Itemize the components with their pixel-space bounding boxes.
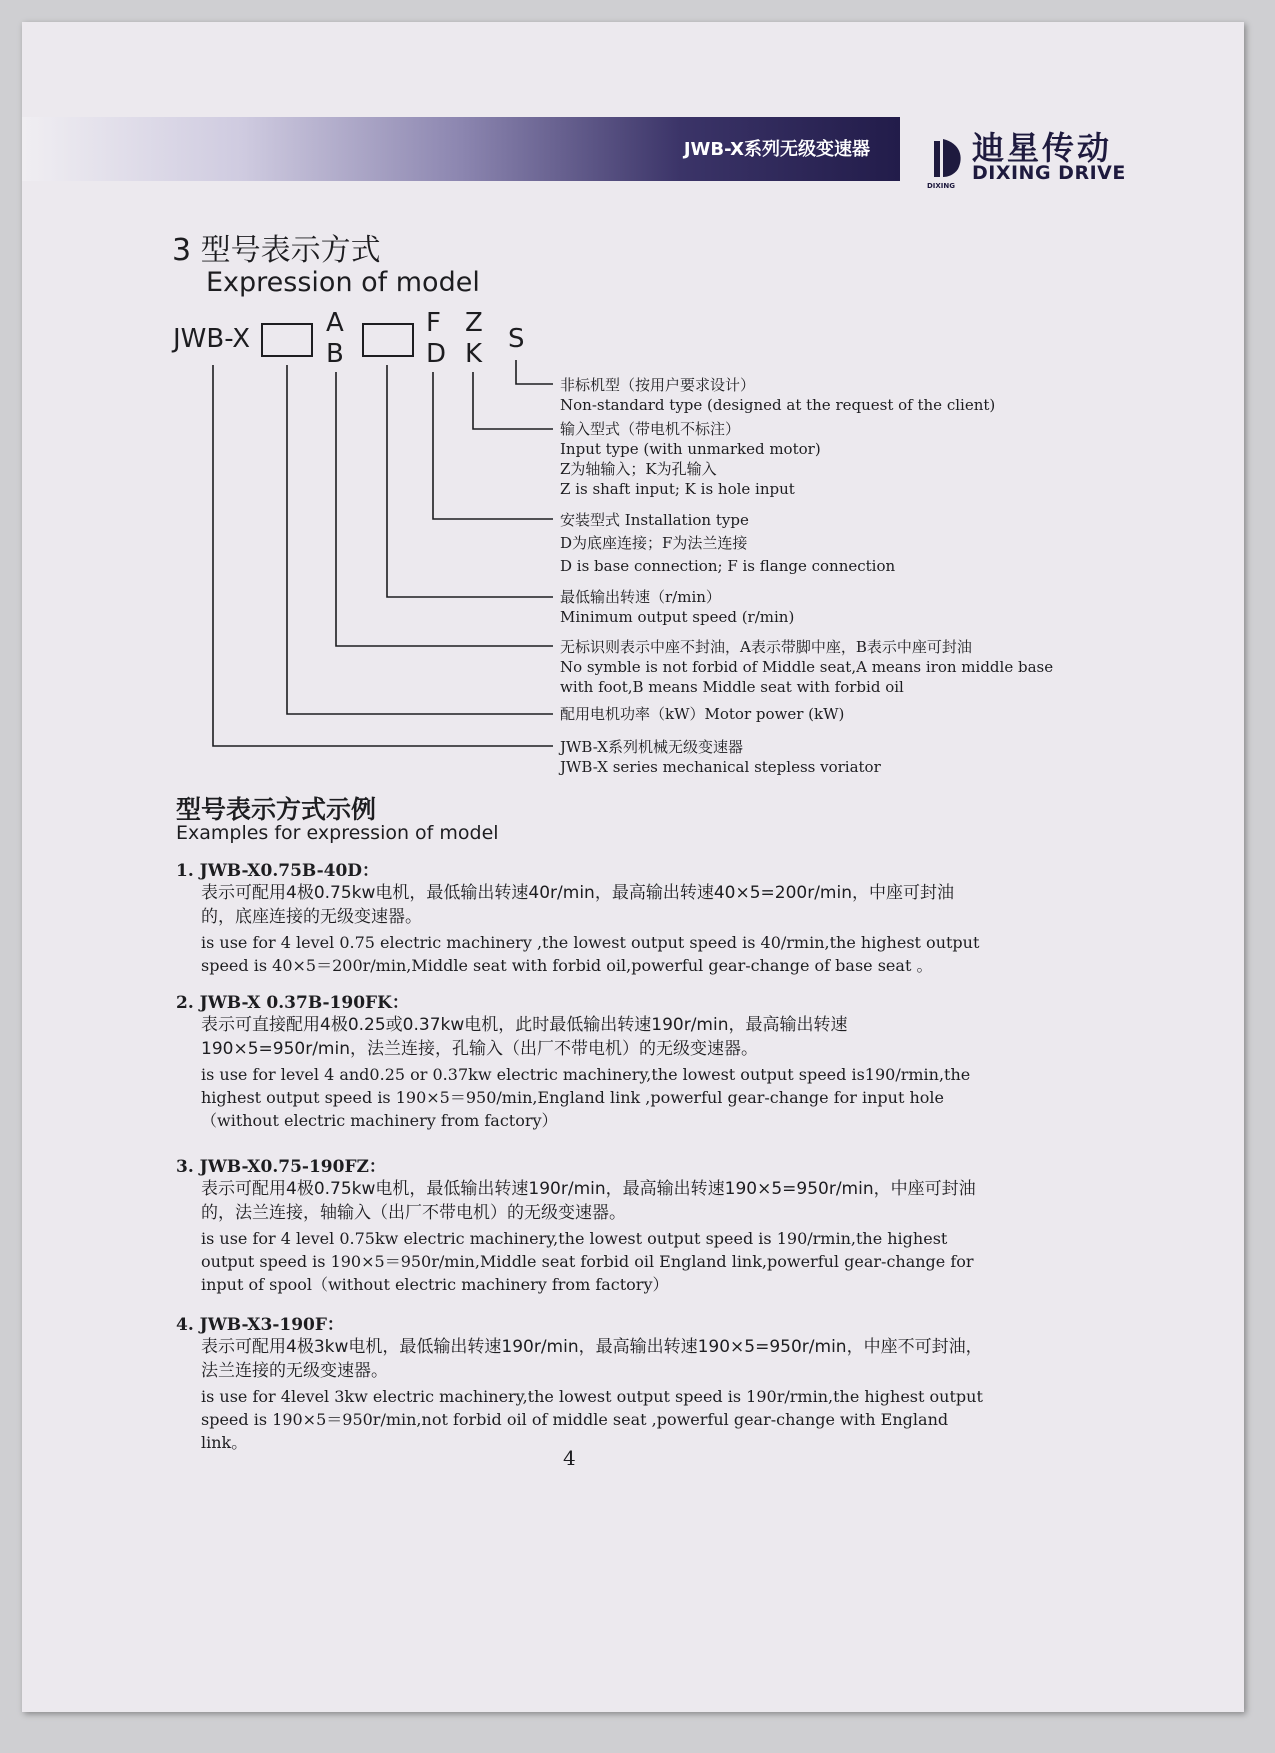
example-2-head: 2. JWB-X 0.37B-190FK： [176, 993, 409, 1013]
example-3-head: 3. JWB-X0.75-190FZ： [176, 1157, 386, 1177]
page-number: 4 [563, 1446, 576, 1470]
example-1 [176, 856, 984, 977]
logo-en-text: DIXING DRIVE [972, 162, 1126, 184]
example-3 [176, 1152, 984, 1296]
example-3-cn: 表示可配用4极0.75kw电机，最低输出转速190r/min，最高输出转速190×5=950r/min，中座可封油的，法兰连接，轴输入（出厂不带电机）的无级变速器。 [201, 1179, 976, 1223]
code-letter-s: S [508, 324, 525, 354]
example-4 [176, 1310, 984, 1454]
example-4-cn: 表示可配用4极3kw电机，最低输出转速190r/min，最高输出转速190×5=950r/min，中座不可封油，法兰连接的无级变速器。 [201, 1337, 983, 1381]
leader-s [516, 360, 553, 384]
code-letter-d: D [426, 339, 447, 369]
example-1-en: is use for 4 level 0.75 electric machinery ,the lowest output speed is 40/rmin,the highest output speed is 40×5＝200r/min,Middle seat with forbid oil,powerful gear-change of base seat 。 [201, 933, 980, 975]
code-letter-a: A [326, 308, 344, 338]
leader-ab [336, 372, 553, 646]
legend-installation: 安装型式 Installation type D为底座连接；F为法兰连接 D is base connection; F is flange connection [560, 511, 896, 575]
leader-fd [433, 372, 553, 519]
examples-title: 型号表示方式示例 [176, 795, 377, 824]
legend-nonstandard: 非标机型（按用户要求设计） Non-standard type (designed at the request of the client) [560, 376, 996, 414]
logo-cn-text: 迪星传动 [972, 129, 1113, 167]
legend-input-type: 输入型式（带电机不标注） Input type (with unmarked motor) Z为轴输入；K为孔输入 Z is shaft input; K is hole input [560, 420, 821, 498]
section-subtitle: Expression of model [206, 267, 480, 298]
model-prefix: JWB-X [173, 324, 251, 354]
example-2 [176, 988, 984, 1132]
example-1-head: 1. JWB-X0.75B-40D： [176, 861, 380, 881]
series-title: JWB-X系列无级变速器 [683, 139, 870, 160]
leader-zk [473, 372, 553, 429]
logo-small-text: DIXING [927, 182, 956, 190]
leader-speed [387, 365, 553, 597]
legend-middle-seat: 无标识则表示中座不封油，A表示带脚中座，B表示中座可封油 No symble is not forbid of Middle seat,A means iron middle base with foot,B means Middle seat with forbid oil [560, 638, 1054, 696]
leader-power [287, 365, 553, 714]
legend-min-speed: 最低输出转速（r/min） Minimum output speed (r/min) [560, 588, 795, 626]
legend-motor-power: 配用电机功率（kW）Motor power (kW) [560, 705, 845, 723]
code-letter-b: B [326, 339, 344, 369]
code-letter-k: K [465, 339, 483, 369]
legend-series: JWB-X系列机械无级变速器 JWB-X series mechanical stepless voriator [560, 738, 881, 776]
code-letter-f: F [426, 308, 441, 338]
examples-subtitle: Examples for expression of model [176, 822, 499, 844]
example-4-en: is use for 4level 3kw electric machinery,the lowest output speed is 190r/rmin,the highest output speed is 190×5＝950r/min,not forbid oil of middle seat ,powerful gear-change with England link。 [201, 1387, 983, 1452]
leader-series [213, 365, 553, 746]
example-4-head: 4. JWB-X3-190F： [176, 1315, 344, 1335]
section-title: 3 型号表示方式 [172, 233, 381, 268]
example-2-en: is use for level 4 and0.25 or 0.37kw electric machinery,the lowest output speed is190/rmin,the highest output speed is 190×5＝950/min,England link ,powerful gear-change for input hole（without electric machinery from factory） [201, 1065, 971, 1130]
example-1-cn: 表示可配用4极0.75kw电机，最低输出转速40r/min，最高输出转速40×5=200r/min，中座可封油的，底座连接的无级变速器。 [201, 883, 954, 927]
example-2-cn: 表示可直接配用4极0.25或0.37kw电机，此时最低输出转速190r/min，最高输出转速190×5=950r/min，法兰连接，孔输入（出厂不带电机）的无级变速器。 [201, 1015, 848, 1059]
code-letter-z: Z [465, 308, 483, 338]
example-3-en: is use for 4 level 0.75kw electric machinery,the lowest output speed is 190/rmin,the highest output speed is 190×5＝950r/min,Middle seat forbid oil England link,powerful gear-change for input of spool（without electric machinery from factory） [201, 1229, 974, 1294]
